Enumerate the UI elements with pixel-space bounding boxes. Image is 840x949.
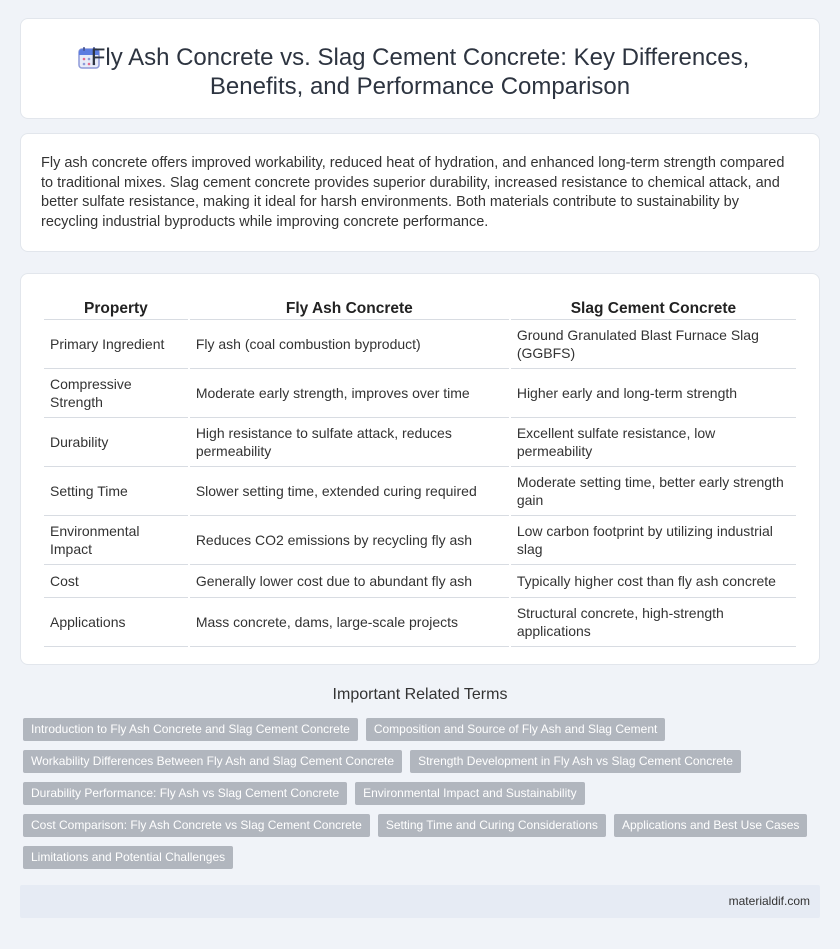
table-cell: Excellent sulfate resistance, low permeability (511, 418, 796, 467)
related-term-tag[interactable]: Environmental Impact and Sustainability (355, 782, 584, 805)
related-terms-list (23, 718, 813, 869)
table-row (44, 418, 796, 467)
table-cell: Fly ash (coal combustion byproduct) (190, 320, 509, 369)
table-cell: Typically higher cost than fly ash concrete (511, 565, 796, 598)
table-cell: Compressive Strength (44, 369, 188, 418)
table-row (44, 467, 796, 516)
table-cell: Moderate setting time, better early strength gain (511, 467, 796, 516)
table-header-row (44, 294, 796, 320)
related-terms-heading: Important Related Terms (332, 686, 508, 703)
table-cell: Slower setting time, extended curing required (190, 467, 509, 516)
related-term-tag[interactable]: Strength Development in Fly Ash vs Slag Cement Concrete (410, 750, 741, 773)
related-term-tag[interactable]: Applications and Best Use Cases (614, 814, 807, 837)
footer-bar (20, 885, 820, 918)
table-cell: Higher early and long-term strength (511, 369, 796, 418)
related-term-tag[interactable]: Durability Performance: Fly Ash vs Slag Cement Concrete (23, 782, 347, 805)
table-cell: Cost (44, 565, 188, 598)
table-row (44, 369, 796, 418)
table-cell: High resistance to sulfate attack, reduces permeability (190, 418, 509, 467)
table-cell: Mass concrete, dams, large-scale projects (190, 598, 509, 647)
table-cell: Moderate early strength, improves over time (190, 369, 509, 418)
related-term-tag[interactable]: Introduction to Fly Ash Concrete and Slag Cement Concrete (23, 718, 358, 741)
table-cell: Structural concrete, high-strength applications (511, 598, 796, 647)
related-term-tag[interactable]: Setting Time and Curing Considerations (378, 814, 606, 837)
related-term-tag[interactable]: Limitations and Potential Challenges (23, 846, 233, 869)
table-row (44, 565, 796, 598)
related-term-tag[interactable]: Composition and Source of Fly Ash and Slag Cement (366, 718, 666, 741)
header-card (20, 18, 820, 119)
table-row (44, 598, 796, 647)
page-title: Fly Ash Concrete vs. Slag Cement Concrete: Key Differences, Benefits, and Performance Comparison (90, 44, 750, 100)
table-cell: Reduces CO2 emissions by recycling fly ash (190, 516, 509, 565)
table-cell: Primary Ingredient (44, 320, 188, 369)
header-fly-ash: Fly Ash Concrete (190, 294, 509, 320)
table-cell: Durability (44, 418, 188, 467)
table-cell: Setting Time (44, 467, 188, 516)
footer-site-link[interactable]: materialdif.com (728, 894, 810, 908)
table-row (44, 320, 796, 369)
related-term-tag[interactable]: Workability Differences Between Fly Ash and Slag Cement Concrete (23, 750, 402, 773)
table-cell: Generally lower cost due to abundant fly ash (190, 565, 509, 598)
comparison-table (42, 294, 798, 647)
summary-card (20, 133, 820, 252)
table-cell: Environmental Impact (44, 516, 188, 565)
comparison-table-card (20, 273, 820, 665)
table-row (44, 516, 796, 565)
table-cell: Low carbon footprint by utilizing industrial slag (511, 516, 796, 565)
table-cell: Applications (44, 598, 188, 647)
header-slag-cement: Slag Cement Concrete (511, 294, 796, 320)
related-term-tag[interactable]: Cost Comparison: Fly Ash Concrete vs Slag Cement Concrete (23, 814, 370, 837)
table-cell: Ground Granulated Blast Furnace Slag (GGBFS) (511, 320, 796, 369)
header-property: Property (44, 294, 188, 320)
summary-text: Fly ash concrete offers improved workability, reduced heat of hydration, and enhanced long-term strength compared to traditional mixes. Slag cement concrete provides superior durability, increased resistance to chemical attack, and better sulfate resistance, making it ideal for harsh environments. Both materials contribute to sustainability by recycling industrial byproducts while improving concrete performance. (41, 155, 785, 230)
